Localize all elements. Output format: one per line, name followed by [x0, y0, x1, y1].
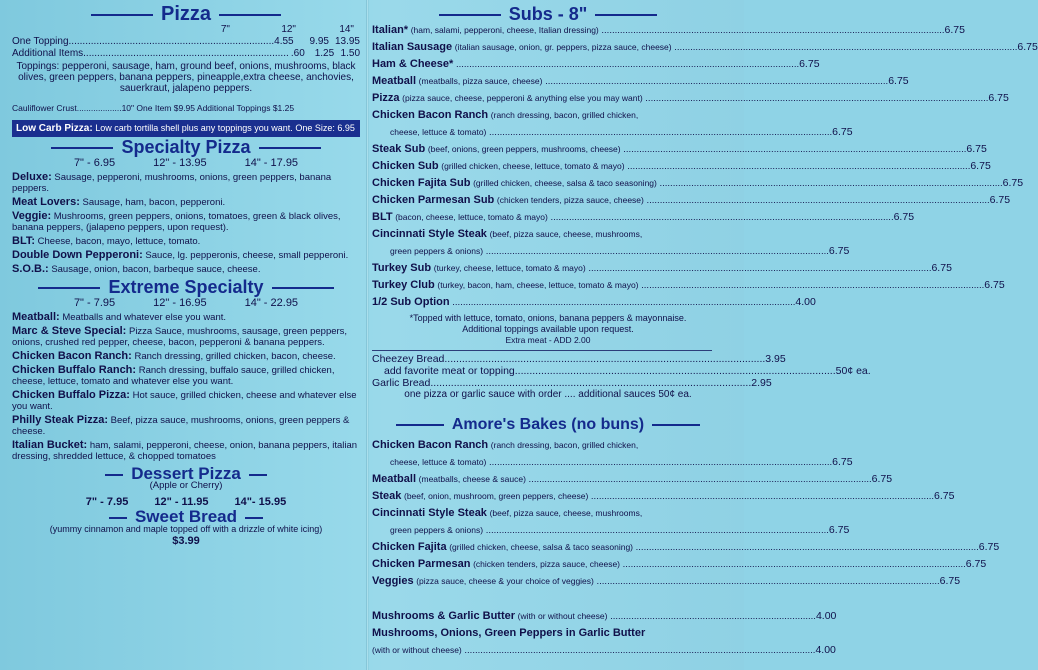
- menu-item-text: Chicken Parmesan (chicken tenders, pizza sauce, cheese) ..................................................................................................................................: [372, 558, 966, 570]
- menu-item-price: 6.75: [832, 126, 853, 138]
- menu-item: [372, 437, 724, 454]
- menu-item-desc: (beef, onions, green peppers, mushrooms, cheese): [427, 144, 621, 154]
- menu-item-text: Pizza (pizza sauce, cheese, pepperoni & anything else you may want) ..................................................................................................................................: [372, 92, 989, 104]
- divider: [372, 350, 712, 351]
- dessert-subtitle: (Apple or Cherry): [149, 480, 223, 491]
- garlic-bread-row: Garlic Bread .............................................................................................................. 2.95: [372, 377, 772, 389]
- menu-item-name: Turkey Sub: [372, 262, 432, 274]
- menu-item-name: Chicken Bacon Ranch: [372, 109, 489, 121]
- pizza-row-name: One Topping: [12, 36, 69, 47]
- menu-item-desc: (meatballs, pizza sauce, cheese): [418, 76, 543, 86]
- pizza-toppings: Toppings: pepperoni, sausage, ham, ground beef, onions, mushrooms, black olives, green peppers, banana peppers, pineapple,extra cheese, anchovies, sauerkraut, jalapeno peppers.: [16, 61, 356, 94]
- menu-item-name: Meat Lovers:: [12, 196, 80, 208]
- mushroom-item-2-name: Mushrooms, Onions, Green Peppers in Garlic Butter: [372, 627, 646, 639]
- menu-item: [12, 440, 360, 462]
- menu-item-name: Chicken Parmesan: [372, 558, 471, 570]
- mushroom-item-1-name: Mushrooms & Garlic Butter: [372, 610, 516, 622]
- menu-item: [372, 192, 1011, 209]
- size-12: 12": [281, 24, 296, 35]
- menu-item-desc: (grilled chicken, cheese, salsa & taco seasoning): [473, 178, 657, 188]
- right-column: [372, 0, 1038, 659]
- leader-dots: ..........................................................................: [68, 36, 275, 47]
- low-carb-text: Low carb tortilla shell plus any toppings you want. One Size: 6.95: [95, 123, 355, 133]
- cheezey-bread: Cheezey Bread: [372, 353, 445, 365]
- menu-item-name: Italian Bucket:: [12, 439, 88, 451]
- menu-item-desc: (beef, pizza sauce, cheese, mushrooms,: [489, 508, 643, 518]
- menu-item-text: Italian Sausage (italian sausage, onion, gr. peppers, pizza sauce, cheese) ..................................................................................................................................: [372, 41, 1018, 53]
- menu-item: [372, 141, 987, 158]
- menu-item-desc: (pizza sauce, cheese, pepperoni & anything else you may want): [402, 93, 643, 103]
- menu-item-name: Steak: [372, 490, 402, 502]
- menu-item-name: Italian*: [372, 24, 409, 36]
- mushroom-item-2: [372, 625, 724, 642]
- menu-item-name: Turkey Club: [372, 279, 435, 291]
- dessert-price-12: 12" - 11.95: [154, 496, 209, 508]
- pizza-row-price: 9.95: [309, 36, 329, 47]
- cheezey-price: 3.95: [765, 353, 786, 365]
- menu-item-text: cheese, lettuce & tomato) ..................................................................................................................................: [390, 457, 833, 468]
- specialty-prices: [12, 157, 360, 169]
- menu-item-text: 1/2 Sub Option ..................................................................................................................................: [372, 296, 796, 308]
- menu-item-name: Chicken Fajita: [372, 541, 447, 553]
- menu-item-desc: (grilled chicken, cheese, salsa & taco seasoning): [449, 542, 634, 552]
- specialty-price-12: 12" - 13.95: [153, 157, 207, 169]
- extreme-price-12: 12" - 16.95: [153, 297, 207, 309]
- menu-item-price: 6.75: [799, 58, 820, 70]
- pizza-row-name: Additional Items: [12, 48, 84, 59]
- pizza-row-price: 1.25: [314, 48, 335, 59]
- menu-item-text: [372, 505, 694, 522]
- menu-item-desc: Sauce, lg. pepperonis, cheese, small pepperoni.: [145, 250, 349, 261]
- menu-item-text: Chicken Fajita Sub (grilled chicken, cheese, salsa & taco seasoning) ..................................................................................................................................: [372, 177, 1003, 189]
- menu-item-text: Ham & Cheese* ..................................................................................................................................: [372, 58, 800, 70]
- subs-note-2: Additional toppings available upon request.: [462, 324, 634, 334]
- pizza-size-header: [12, 24, 360, 36]
- menu-item-name: Marc & Steve Special:: [12, 325, 127, 337]
- menu-item: [372, 107, 724, 124]
- menu-item: [372, 488, 955, 505]
- menu-item-desc: Sausage, ham, bacon, pepperoni.: [82, 197, 226, 208]
- menu-item-desc: (bacon, cheese, lettuce, tomato & mayo): [395, 212, 548, 222]
- low-carb-label: Low Carb Pizza:: [16, 123, 93, 134]
- mushroom-item-2-desc: (with or without cheese): [372, 645, 462, 655]
- menu-item-text: Meatball (meatballs, cheese & sauce) ..................................................................................................................................: [372, 473, 872, 485]
- menu-item: [372, 277, 1005, 294]
- pizza-price-row: [12, 36, 360, 48]
- menu-item-name: Veggies: [372, 575, 414, 587]
- menu-item-name: Pizza: [372, 92, 400, 104]
- garlic-price: 2.95: [751, 377, 772, 389]
- subs-header: [372, 4, 724, 24]
- menu-item-desc: cheese, lettuce & tomato): [390, 127, 487, 137]
- menu-item-text: BLT (bacon, cheese, lettuce, tomato & mayo) ..................................................................................................................................: [372, 211, 894, 223]
- menu-item-price: 6.75: [871, 473, 893, 485]
- menu-item-price: [694, 226, 724, 243]
- menu-item-text: Veggies (pizza sauce, cheese & your choice of veggies) ..................................................................................................................................: [372, 575, 940, 587]
- menu-item: [372, 158, 991, 175]
- menu-item: [12, 351, 360, 362]
- menu-item-price: 6.75: [978, 541, 1000, 553]
- menu-item: [12, 236, 360, 247]
- menu-item: [12, 264, 360, 275]
- menu-item-desc: Sausage, pepperoni, mushrooms, onions, green peppers, banana peppers.: [12, 172, 332, 194]
- menu-item-price: 6.75: [893, 211, 915, 223]
- menu-item-name: Chicken Bacon Ranch: [372, 439, 489, 451]
- menu-item-desc: (chicken tenders, pizza sauce, cheese): [473, 559, 621, 569]
- menu-item-desc: (grilled chicken, cheese, lettuce, tomato & mayo): [441, 161, 625, 171]
- mushroom-item-1-desc: (with or without cheese): [517, 611, 608, 621]
- subs-note-3: Extra meat - ADD 2.00: [505, 335, 591, 345]
- menu-item-desc: cheese, lettuce & tomato): [390, 457, 487, 467]
- menu-item-desc: green peppers & onions): [390, 525, 484, 535]
- garlic-bread: Garlic Bread: [372, 377, 431, 389]
- menu-item-price: 6.75: [888, 75, 909, 87]
- menu-item-price: 6.75: [970, 160, 991, 172]
- menu-item-text: Turkey Club (turkey, bacon, ham, cheese, lettuce, tomato & mayo) ..................................................................................................................................: [372, 279, 985, 291]
- menu-item: [12, 211, 360, 233]
- menu-item-name: Chicken Buffalo Ranch:: [12, 364, 137, 376]
- add-meat: add favorite meat or topping: [384, 365, 515, 377]
- menu-item-name: Meatball: [372, 473, 417, 485]
- menu-item-text: cheese, lettuce & tomato) ..................................................................................................................................: [390, 127, 833, 138]
- mushroom-item-2-price: 4.00: [815, 644, 836, 656]
- menu-item-desc: ham, salami, pepperoni, cheese, onion, banana peppers, italian dressing, shredded lettuce, & chopped tomatoes: [12, 440, 358, 462]
- menu-item-desc: Beef, pizza sauce, mushrooms, onions, green peppers & cheese.: [12, 415, 350, 437]
- menu-item-name: Ham & Cheese*: [372, 58, 454, 70]
- menu-item-desc: Ranch dressing, buffalo sauce, grilled chicken, cheese, lettuce, tomato and whatever else you want.: [12, 365, 335, 387]
- pizza-header: [12, 3, 360, 25]
- menu-item: [12, 250, 360, 261]
- bakes-title: Amore's Bakes (no buns): [451, 416, 645, 433]
- extreme-price-14: 14" - 22.95: [244, 297, 299, 309]
- cheezey-bread-row: Cheezey Bread .............................................................................................................. 3.95: [372, 353, 786, 365]
- dessert-title: Dessert Pizza: [131, 464, 241, 483]
- menu-item-price: 6.75: [966, 143, 987, 155]
- menu-item: [372, 454, 853, 471]
- menu-item-desc: Meatballs and whatever else you want.: [62, 312, 227, 323]
- menu-item-text: [372, 226, 694, 243]
- mushroom-item-1-price: 4.00: [815, 610, 837, 622]
- menu-item-name: Veggie:: [12, 210, 52, 222]
- menu-item-text: [372, 437, 694, 454]
- menu-item: [372, 294, 816, 311]
- menu-item-price: 6.75: [988, 92, 1009, 104]
- menu-item-name: Chicken Sub: [372, 160, 439, 172]
- dessert-price-7: 7" - 7.95: [85, 496, 129, 508]
- sauce-note: one pizza or garlic sauce with order .... additional sauces 50¢ ea.: [404, 389, 692, 400]
- menu-item-name: Cincinnati Style Steak: [372, 507, 487, 519]
- menu-item-desc: Pizza Sauce, mushrooms, sausage, green peppers, onions, crushed red pepper, cheese, bacon, pepperoni & banana peppers.: [12, 326, 348, 348]
- pizza-row-price: 1.50: [340, 48, 361, 59]
- sweet-bread-header: [12, 507, 360, 526]
- menu-item: [372, 260, 952, 277]
- mushroom-section: [372, 608, 837, 659]
- add-meat-price: 50¢ ea.: [835, 365, 871, 377]
- pizza-price-table: [12, 36, 360, 60]
- menu-item-name: Double Down Pepperoni:: [12, 249, 143, 261]
- menu-item-text: Turkey Sub (turkey, cheese, lettuce, tomato & mayo) ..................................................................................................................................: [372, 262, 932, 274]
- menu-item-name: BLT: [372, 211, 393, 223]
- leader-dots: ..........................................................................: [83, 48, 289, 59]
- menu-item: [372, 522, 850, 539]
- size-14: 14": [339, 24, 354, 35]
- menu-item: [12, 326, 360, 348]
- menu-item-text: green peppers & onions) ..................................................................................................................................: [390, 525, 829, 536]
- menu-item-name: S.O.B.:: [12, 263, 49, 275]
- menu-item-price: [694, 107, 724, 124]
- extreme-header: [12, 277, 360, 297]
- pizza-row-price: .60: [290, 48, 305, 59]
- menu-item: [372, 573, 961, 590]
- dessert-header: [12, 464, 360, 483]
- subs-title: Subs - 8": [508, 4, 588, 24]
- menu-item: [372, 39, 1038, 56]
- menu-item: [372, 209, 915, 226]
- add-meat-row: add favorite meat or topping .............................................................................................................. 50¢ ea.: [384, 365, 871, 377]
- menu-item: [372, 505, 724, 522]
- menu-item-price: 6.75: [934, 490, 955, 502]
- menu-item-price: [694, 505, 724, 522]
- menu-item: [372, 22, 965, 39]
- menu-item-name: Chicken Fajita Sub: [372, 177, 471, 189]
- sweet-bread-title: Sweet Bread: [134, 507, 238, 526]
- menu-item-desc: Sausage, onion, bacon, barbeque sauce, cheese.: [51, 264, 261, 275]
- menu-item: [372, 243, 850, 260]
- menu-item-text: Chicken Parmesan Sub (chicken tenders, pizza sauce, cheese) ..................................................................................................................................: [372, 194, 990, 206]
- menu-item-price: 6.75: [989, 194, 1011, 206]
- menu-item-name: BLT:: [12, 235, 36, 247]
- menu-item-text: Chicken Fajita (grilled chicken, cheese, salsa & taco seasoning) ..................................................................................................................................: [372, 541, 979, 553]
- menu-item-name: Chicken Buffalo Pizza:: [12, 389, 130, 401]
- menu-item-desc: (turkey, bacon, ham, cheese, lettuce, tomato & mayo): [437, 280, 639, 290]
- cauliflower-crust: Cauliflower Crust...................10" One Item $9.95 Additional Toppings $1.25: [12, 103, 295, 113]
- menu-item-text: Meatball (meatballs, pizza sauce, cheese) ..................................................................................................................................: [372, 75, 889, 87]
- menu-item: [12, 172, 360, 194]
- menu-item-name: Chicken Parmesan Sub: [372, 194, 495, 206]
- menu-item-price: 6.75: [931, 262, 952, 274]
- menu-item-price: 6.75: [1002, 177, 1024, 189]
- menu-item-price: 6.75: [939, 575, 961, 587]
- menu-item-desc: green peppers & onions): [390, 246, 484, 256]
- menu-item: [12, 365, 360, 387]
- menu-item: [372, 556, 987, 573]
- menu-item-desc: Ranch dressing, grilled chicken, bacon, cheese.: [134, 351, 336, 362]
- menu-item-price: 6.75: [984, 279, 1005, 291]
- dessert-price-14: 14"- 15.95: [234, 496, 287, 508]
- left-column: [12, 0, 360, 547]
- menu-item: [12, 390, 360, 412]
- menu-item: [12, 415, 360, 437]
- extreme-price-7: 7" - 7.95: [73, 297, 116, 309]
- menu-item-desc: (ham, salami, pepperoni, cheese, Italian dressing): [410, 25, 599, 35]
- menu-item-name: Italian Sausage: [372, 41, 453, 53]
- specialty-title: Specialty Pizza: [121, 137, 251, 157]
- menu-item-desc: (chicken tenders, pizza sauce, cheese): [496, 195, 644, 205]
- menu-item-price: 6.75: [1017, 41, 1038, 53]
- size-7: 7": [220, 24, 230, 35]
- extreme-prices: [12, 297, 360, 309]
- specialty-price-7: 7" - 6.95: [73, 157, 116, 169]
- menu-item-name: Meatball:: [12, 311, 60, 323]
- menu-item-price: 6.75: [944, 24, 965, 36]
- menu-item-desc: Mushrooms, green peppers, onions, tomatoes, green & black olives, banana peppers, (jalapeno peppers, upon request).: [12, 211, 341, 233]
- menu-item-name: Cincinnati Style Steak: [372, 228, 487, 240]
- menu-item-text: Steak (beef, onion, mushroom, green peppers, cheese) ..................................................................................................................................: [372, 490, 935, 502]
- menu-item-price: 6.75: [828, 245, 850, 257]
- page-fold: [366, 0, 369, 670]
- menu-item-desc: (turkey, cheese, lettuce, tomato & mayo): [433, 263, 586, 273]
- menu-item: [372, 124, 853, 141]
- menu-item: [372, 471, 893, 488]
- menu-item-text: Steak Sub (beef, onions, green peppers, mushrooms, cheese) ..................................................................................................................................: [372, 143, 967, 155]
- menu-item-name: Philly Steak Pizza:: [12, 414, 108, 426]
- pizza-row-price: 4.55: [274, 36, 294, 47]
- menu-item-desc: (meatballs, cheese & sauce): [418, 474, 526, 484]
- menu-item: [372, 56, 820, 73]
- subs-items: [372, 22, 1038, 311]
- menu-item-desc: (ranch dressing, bacon, grilled chicken,: [490, 110, 639, 120]
- menu-item-price: 4.00: [795, 296, 816, 308]
- pizza-title: Pizza: [160, 3, 212, 25]
- menu-item-price: 6.75: [832, 456, 853, 468]
- menu-item-price: 6.75: [828, 524, 850, 536]
- menu-item-text: Italian* (ham, salami, pepperoni, cheese, Italian dressing) ..................................................................................................................................: [372, 24, 945, 36]
- specialty-header: [12, 137, 360, 157]
- menu-item-price: [694, 437, 724, 454]
- menu-item: [372, 90, 1009, 107]
- menu-item-text: [372, 107, 694, 124]
- menu-item-name: Meatball: [372, 75, 417, 87]
- menu-item-desc: (ranch dressing, bacon, grilled chicken,: [490, 440, 639, 450]
- menu-item-desc: (beef, onion, mushroom, green peppers, cheese): [404, 491, 589, 501]
- menu-item-desc: Hot sauce, grilled chicken, cheese and whatever else you want.: [12, 390, 357, 412]
- bakes-header: [372, 416, 724, 433]
- menu-item: [372, 539, 1000, 556]
- menu-item-desc: (italian sausage, onion, gr. peppers, pizza sauce, cheese): [454, 42, 672, 52]
- sweet-bread-desc: (yummy cinnamon and maple topped off with a drizzle of white icing): [49, 524, 323, 534]
- pizza-price-row: [12, 48, 360, 60]
- menu-item-name: Chicken Bacon Ranch:: [12, 350, 132, 362]
- menu-item: [372, 175, 1024, 192]
- menu-item-name: Deluxe:: [12, 171, 52, 183]
- menu-item-price: 6.75: [965, 558, 987, 570]
- menu-item: [372, 73, 909, 90]
- menu-item-name: 1/2 Sub Option: [372, 296, 450, 308]
- menu-item: [12, 197, 360, 208]
- menu-item-desc: (beef, pizza sauce, cheese, mushrooms,: [489, 229, 643, 239]
- menu-item: [12, 312, 360, 323]
- extreme-items: [12, 312, 360, 462]
- mushroom-item-2-desc-row: (with or without cheese) ..................................................................................................................................... 4.00: [372, 642, 724, 659]
- mushroom-item-1: Mushrooms & Garlic Butter (with or without cheese) .............................................................................. 4.00: [372, 608, 724, 625]
- bakes-items: [372, 437, 1000, 590]
- extreme-title: Extreme Specialty: [108, 277, 264, 297]
- low-carb-banner: [12, 120, 360, 137]
- menu-item-name: Steak Sub: [372, 143, 426, 155]
- pizza-row-price: 13.95: [334, 36, 360, 47]
- specialty-items: [12, 172, 360, 275]
- menu-item: [372, 226, 724, 243]
- specialty-price-14: 14" - 17.95: [244, 157, 299, 169]
- menu-item-desc: (pizza sauce, cheese & your choice of veggies): [416, 576, 594, 586]
- sweet-bread-price: $3.99: [172, 535, 200, 547]
- subs-note-1: *Topped with lettuce, tomato, onions, banana peppers & mayonnaise.: [409, 313, 687, 323]
- menu-item-desc: Cheese, bacon, mayo, lettuce, tomato.: [37, 236, 201, 247]
- menu-item-text: green peppers & onions) ..................................................................................................................................: [390, 246, 829, 257]
- menu-item-text: Chicken Sub (grilled chicken, cheese, lettuce, tomato & mayo) ..................................................................................................................................: [372, 160, 971, 172]
